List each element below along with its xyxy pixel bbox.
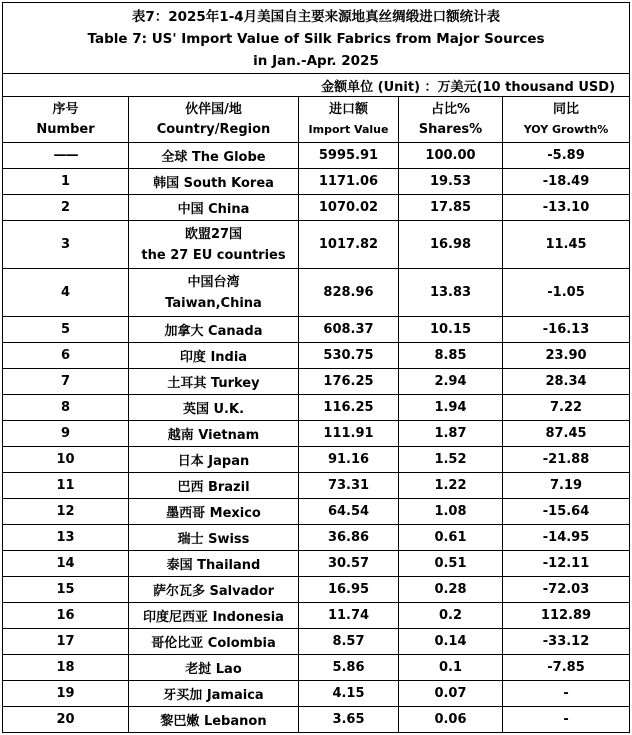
row-share: 0.07 <box>399 681 503 707</box>
row-yoy: 112.89 <box>503 603 630 629</box>
row-share: 100.00 <box>399 143 503 169</box>
row-import-value: 4.15 <box>299 681 399 707</box>
row-number: 8 <box>3 395 129 421</box>
row-share: 1.52 <box>399 447 503 473</box>
table-row <box>3 143 630 169</box>
row-yoy: 23.90 <box>503 343 630 369</box>
row-country: 老挝 Lao <box>129 655 299 681</box>
table-row <box>3 395 630 421</box>
table-row <box>3 343 630 369</box>
row-number: 3 <box>3 221 129 269</box>
row-import-value: 73.31 <box>299 473 399 499</box>
row-country-line2: Taiwan,China <box>165 295 262 311</box>
row-share: 2.94 <box>399 369 503 395</box>
row-yoy: 7.22 <box>503 395 630 421</box>
row-number: 10 <box>3 447 129 473</box>
row-share: 17.85 <box>399 195 503 221</box>
header-yoy-cn: 同比 <box>553 101 580 117</box>
row-number: 11 <box>3 473 129 499</box>
row-yoy: -16.13 <box>503 317 630 343</box>
header-value-en: Import Value <box>308 122 389 136</box>
title-line-en: Table 7: US' Import Value of Silk Fabrics from Major Sources <box>87 30 545 47</box>
row-yoy: -15.64 <box>503 499 630 525</box>
row-share: 8.85 <box>399 343 503 369</box>
row-import-value: 1017.82 <box>299 221 399 269</box>
row-share: 0.28 <box>399 577 503 603</box>
row-share: 10.15 <box>399 317 503 343</box>
row-share: 1.22 <box>399 473 503 499</box>
row-yoy: -18.49 <box>503 169 630 195</box>
header-number-cn: 序号 <box>52 101 79 117</box>
table-row <box>3 169 630 195</box>
table-row <box>3 681 630 707</box>
table-title <box>3 3 630 74</box>
row-number: 6 <box>3 343 129 369</box>
row-import-value: 16.95 <box>299 577 399 603</box>
row-country-line2: the 27 EU countries <box>141 247 286 263</box>
row-country: 土耳其 Turkey <box>129 369 299 395</box>
row-import-value: 5.86 <box>299 655 399 681</box>
row-yoy: 7.19 <box>503 473 630 499</box>
header-number-en: Number <box>36 121 95 137</box>
row-yoy: - <box>503 707 630 733</box>
row-import-value: 176.25 <box>299 369 399 395</box>
row-country: 全球 The Globe <box>129 143 299 169</box>
row-country: 日本 Japan <box>129 447 299 473</box>
row-country: 印度尼西亚 Indonesia <box>129 603 299 629</box>
row-yoy: -72.03 <box>503 577 630 603</box>
header-number <box>3 97 129 143</box>
header-yoy <box>503 97 630 143</box>
row-country: 黎巴嫩 Lebanon <box>129 707 299 733</box>
row-country: 牙买加 Jamaica <box>129 681 299 707</box>
row-share: 1.87 <box>399 421 503 447</box>
row-import-value: 3.65 <box>299 707 399 733</box>
row-import-value: 828.96 <box>299 269 399 317</box>
table-row <box>3 221 630 269</box>
header-value-cn: 进口额 <box>328 101 368 117</box>
row-country <box>129 269 299 317</box>
import-table-sheet <box>2 2 629 733</box>
table-row <box>3 655 630 681</box>
row-yoy: -33.12 <box>503 629 630 655</box>
row-import-value: 1171.06 <box>299 169 399 195</box>
row-number: 18 <box>3 655 129 681</box>
row-yoy: - <box>503 681 630 707</box>
row-import-value: 11.74 <box>299 603 399 629</box>
row-number: 17 <box>3 629 129 655</box>
row-import-value: 8.57 <box>299 629 399 655</box>
row-number: 5 <box>3 317 129 343</box>
table-row <box>3 525 630 551</box>
row-number: —— <box>3 143 129 169</box>
table-row <box>3 269 630 317</box>
table-row <box>3 499 630 525</box>
row-share: 0.1 <box>399 655 503 681</box>
row-country: 巴西 Brazil <box>129 473 299 499</box>
row-yoy: 87.45 <box>503 421 630 447</box>
row-country: 萨尔瓦多 Salvador <box>129 577 299 603</box>
header-country-cn: 伙伴国/地 <box>185 101 242 117</box>
table-row <box>3 447 630 473</box>
table-row <box>3 473 630 499</box>
row-country-line1: 中国台湾 <box>187 274 240 290</box>
row-country: 加拿大 Canada <box>129 317 299 343</box>
row-yoy: -1.05 <box>503 269 630 317</box>
row-yoy: 28.34 <box>503 369 630 395</box>
title-line-period: in Jan.-Apr. 2025 <box>253 52 379 69</box>
row-share: 0.61 <box>399 525 503 551</box>
row-number: 14 <box>3 551 129 577</box>
unit-label: 金额单位 (Unit) ：万美元(10 thousand USD) <box>3 74 630 97</box>
row-share: 0.06 <box>399 707 503 733</box>
row-import-value: 30.57 <box>299 551 399 577</box>
row-number: 4 <box>3 269 129 317</box>
row-import-value: 530.75 <box>299 343 399 369</box>
row-share: 0.14 <box>399 629 503 655</box>
row-number: 2 <box>3 195 129 221</box>
table-row <box>3 421 630 447</box>
row-import-value: 5995.91 <box>299 143 399 169</box>
row-country <box>129 221 299 269</box>
table-row <box>3 707 630 733</box>
table-row <box>3 369 630 395</box>
row-country: 越南 Vietnam <box>129 421 299 447</box>
row-number: 19 <box>3 681 129 707</box>
row-country-line1: 欧盟27国 <box>184 226 243 242</box>
row-country: 哥伦比亚 Colombia <box>129 629 299 655</box>
row-yoy: 11.45 <box>503 221 630 269</box>
table-row <box>3 551 630 577</box>
header-share-en: Shares% <box>418 121 483 137</box>
row-import-value: 91.16 <box>299 447 399 473</box>
table-row <box>3 195 630 221</box>
row-yoy: -13.10 <box>503 195 630 221</box>
row-yoy: -21.88 <box>503 447 630 473</box>
row-import-value: 608.37 <box>299 317 399 343</box>
row-share: 16.98 <box>399 221 503 269</box>
row-share: 13.83 <box>399 269 503 317</box>
header-country <box>129 97 299 143</box>
silk-import-table <box>2 2 630 733</box>
row-number: 20 <box>3 707 129 733</box>
row-share: 0.51 <box>399 551 503 577</box>
row-import-value: 116.25 <box>299 395 399 421</box>
row-country: 英国 U.K. <box>129 395 299 421</box>
table-row <box>3 317 630 343</box>
row-number: 1 <box>3 169 129 195</box>
row-country: 墨西哥 Mexico <box>129 499 299 525</box>
row-number: 16 <box>3 603 129 629</box>
row-country: 瑞士 Swiss <box>129 525 299 551</box>
table-row <box>3 577 630 603</box>
row-country: 韩国 South Korea <box>129 169 299 195</box>
row-share: 19.53 <box>399 169 503 195</box>
header-country-en: Country/Region <box>156 121 271 137</box>
row-import-value: 1070.02 <box>299 195 399 221</box>
title-line-cn: 表7：2025年1-4月美国自主要来源地真丝绸缎进口额统计表 <box>131 8 501 25</box>
row-number: 9 <box>3 421 129 447</box>
row-number: 12 <box>3 499 129 525</box>
header-yoy-en: YOY Growth% <box>523 122 609 136</box>
row-yoy: -5.89 <box>503 143 630 169</box>
row-share: 1.08 <box>399 499 503 525</box>
row-import-value: 36.86 <box>299 525 399 551</box>
row-yoy: -12.11 <box>503 551 630 577</box>
table-row <box>3 603 630 629</box>
row-country: 中国 China <box>129 195 299 221</box>
header-row <box>3 97 630 143</box>
header-share-cn: 占比% <box>430 101 471 117</box>
header-value <box>299 97 399 143</box>
row-share: 1.94 <box>399 395 503 421</box>
row-number: 7 <box>3 369 129 395</box>
row-import-value: 111.91 <box>299 421 399 447</box>
table-row <box>3 629 630 655</box>
row-yoy: -14.95 <box>503 525 630 551</box>
row-share: 0.2 <box>399 603 503 629</box>
header-share <box>399 97 503 143</box>
row-country: 印度 India <box>129 343 299 369</box>
row-import-value: 64.54 <box>299 499 399 525</box>
row-yoy: -7.85 <box>503 655 630 681</box>
row-number: 13 <box>3 525 129 551</box>
row-number: 15 <box>3 577 129 603</box>
row-country: 泰国 Thailand <box>129 551 299 577</box>
